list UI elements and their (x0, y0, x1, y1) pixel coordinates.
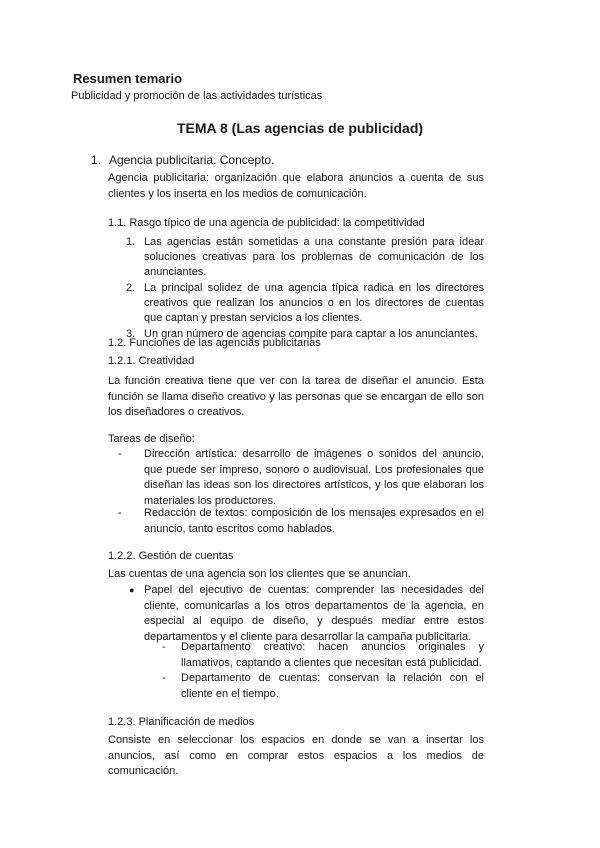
section-1-title: Agencia publicitaria. Concepto. (109, 153, 275, 167)
tareas-label: Tareas de diseño: (108, 433, 195, 445)
bullet-icon: ● (129, 585, 135, 595)
page-title: TEMA 8 (Las agencias de publicidad) (176, 120, 424, 136)
list-marker: 1. (126, 236, 136, 248)
task-item (118, 506, 484, 537)
list-marker: 3. (126, 328, 136, 340)
definition-paragraph: Agencia publicitaria: organización que elabora anuncios a cuenta de sus clientes y los inserta en los medios de comunicación. (108, 172, 484, 200)
list-item (126, 281, 484, 326)
document-header-title: Resumen temario (73, 71, 183, 86)
planificacion-paragraph: Consiste en seleccionar los espacios en donde se van a insertar los anuncios, así como en comprar estos espacios a los medios de comunicación. (108, 734, 484, 777)
competitividad-list (126, 235, 484, 343)
list-marker: 2. (126, 282, 136, 294)
document-header-subtitle: Publicidad y promoción de las actividades turísticas (71, 90, 323, 102)
creatividad-paragraph: La función creativa tiene que ver con la tarea de diseñar el anuncio. Esta función se llama diseño creativo y las personas que se encargan de ello son los diseñadores o creativos. (108, 375, 484, 418)
bullet-item-text: Papel del ejecutivo de cuentas: comprender las necesidades del cliente, comunicarlas a los otros departamentos de la agencia, en especial al equipo de diseño, y después mediar entre estos departamentos y el cliente para desarrollar la campaña publicitaria. (144, 584, 484, 643)
section-1-2-1-heading: 1.2.1. Creatividad (108, 355, 195, 367)
dash-marker: - (118, 448, 122, 460)
department-item-text: Departamento creativo: hacen anuncios originales y llamativos, captando a clientes que necesitan está publicidad. (181, 641, 484, 669)
dash-marker: - (118, 507, 122, 519)
bullet-item (129, 583, 484, 645)
department-item (162, 640, 484, 671)
dash-marker: - (162, 641, 166, 653)
department-item-text: Departamento de cuentas: conservan la relación con el cliente en el tiempo. (181, 672, 484, 700)
list-item-text: La principal solidez de una agencia típica radica en los directores creativos que realizan los anuncios o en los directores de cuentas que captan y prestan servicios a los clientes. (144, 282, 484, 324)
list-item-text: Las agencias están sometidas a una constante presión para idear soluciones creativas para los problemas de comunicación de los anunciantes. (144, 236, 484, 278)
task-item-text: Redacción de textos: composición de los mensajes expresados en el anuncio, tanto escritos como hablados. (144, 507, 484, 535)
cuentas-paragraph: Las cuentas de una agencia son los clientes que se anuncian. (108, 568, 411, 580)
task-item-text: Dirección artística: desarrollo de imágenes o sonidos del anuncio, que puede ser impreso, sonoro o audiovisual. Los profesionales que diseñan las ideas son los directores artísticos, y los que elaboran los materiales los productores. (144, 448, 484, 507)
dash-marker: - (162, 672, 166, 684)
section-1-2-2-heading: 1.2.2. Gestión de cuentas (108, 550, 234, 562)
task-item (118, 447, 484, 509)
section-1-2-heading: 1.2. Funciones de las agencias publicitarias (108, 337, 321, 349)
list-item (126, 235, 484, 280)
section-1-heading (91, 153, 274, 167)
list-item-text: Un gran número de agencias compite para captar a los anunciantes. (144, 328, 478, 340)
section-1-2-3-heading: 1.2.3. Planificación de medios (108, 716, 255, 728)
department-item (162, 671, 484, 702)
section-1-number: 1. (91, 153, 102, 167)
section-1-1-heading: 1.1. Rasgo típico de una agencia de publicidad: la competitividad (108, 217, 425, 229)
